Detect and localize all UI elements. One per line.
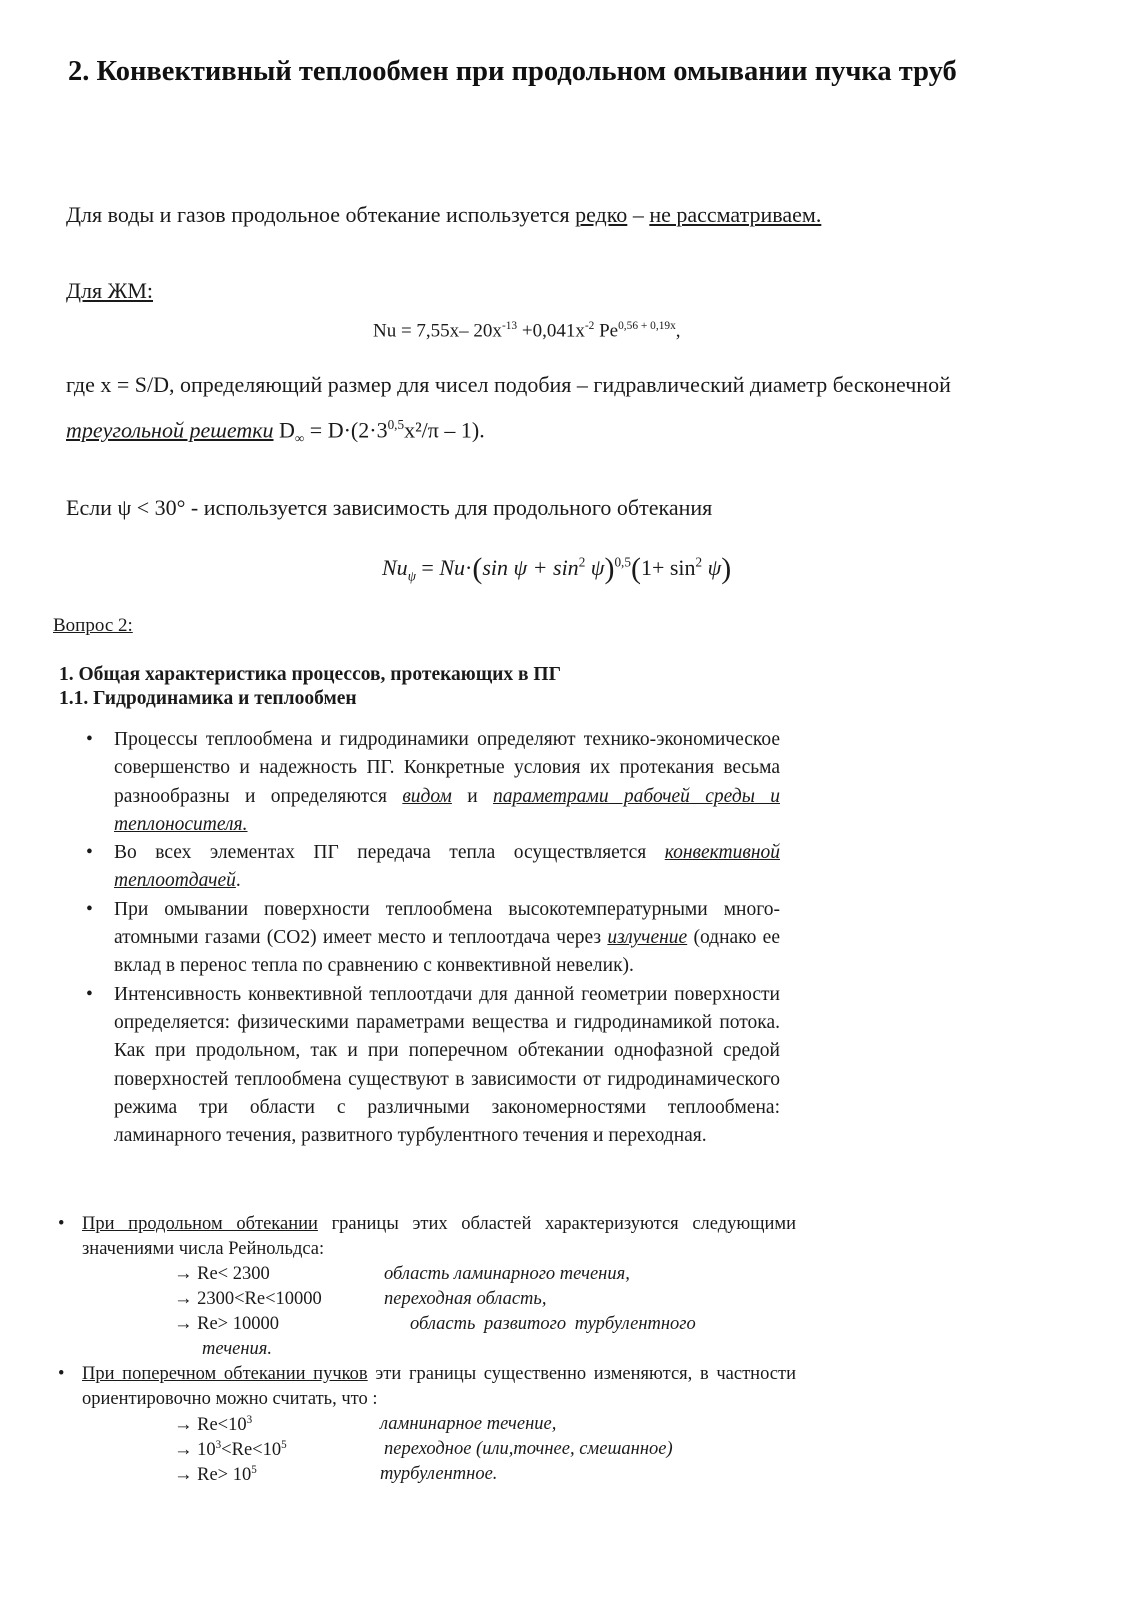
regime-description-cont: течения. [202,1339,273,1359]
definition-line-2 [66,417,485,447]
list-item [86,726,780,839]
bullet-list [86,726,780,1150]
regime-condition [174,1414,252,1436]
list-item-text: и [451,785,493,807]
formula-exponent: 2 [695,554,703,570]
formula-part: , [675,320,681,342]
emphasis-text: конвективной теплоотдачей [114,842,780,892]
regime-description: переходная область, [384,1289,547,1309]
condition-part: → Re<10 [174,1415,247,1436]
formula-part: D [273,417,295,443]
condition-exponent: 5 [281,1439,287,1451]
formula-part: ψ [702,555,722,580]
formula-part: = D·(2·3 [304,417,388,443]
regime-condition [174,1439,287,1461]
formula-part: ψ [585,555,605,580]
question-label: Вопрос 2: [53,615,133,636]
formula-part: = [415,555,440,580]
formula-exponent: -2 [584,320,595,332]
bullet-icon: • [58,1214,65,1234]
regime-condition [174,1464,257,1486]
underlined-lead: При поперечном обтекании пучков [82,1364,368,1384]
formula-part: Nu = 7,55x– 20x [373,320,502,342]
list-item-text: эти границы существенно изменяются, в частности ориентировочно можно считать, что : [82,1364,796,1409]
subsection-heading: 1.1. Гидродинамика и теплообмен [59,688,357,709]
page-title: 2. Конвективный теплообмен при продольном омывании пучка труб [68,56,957,87]
list-item-text: При омывании поверхности теплообмена высокотемпературными много-атомными газами (СО2) имеет место и теплоотдача через [114,898,780,949]
list-item-text: Процессы теплообмена и гидродинамики определяют технико-экономическое совершенство и надежность ПГ. Конкретные условия их протекания весьма разнообразны и определяются [114,729,780,807]
emphasis-text: излучение [607,927,688,949]
condition-exponent: 5 [251,1464,257,1476]
formula-exponent: 0,5 [614,554,631,570]
formula-part: · [465,555,473,580]
list-item-text: (однако ее вклад в перенос тепла по сравнению с конвективной невелик). [114,927,780,977]
regime-description: ламнинарное течение, [380,1414,557,1434]
list-item-text: Во всех элементах ПГ передача тепла осуществляется [114,842,665,864]
angle-condition-line: Если ψ < 30° - используется зависимость для продольного обтекания [66,495,713,520]
bullet-icon: • [86,983,93,1005]
intro-text: Для воды и газов продольное обтекание используется [66,202,576,227]
regime-condition: → 2300<Re<10000 [174,1289,322,1309]
formula-part: +0,041x [517,320,585,342]
formula-part: x²/π – 1). [404,417,485,443]
condition-part: <Re<10 [221,1440,282,1461]
list-item-text: Интенсивность конвективной теплоотдачи для данной геометрии поверхности определяется: физическими параметрами вещества и гидродинамикой потока. Как при продольном, так и при поперечном обтекании однофазной средой поверхностей теплообмена существуют в зависимости от гидродинамического режима три области с различными закономерностями теплообмена: ламинарного течения, развитного турбулентного течения и переходная. [114,983,780,1147]
regime-description: область ламинарного течения, [384,1264,630,1284]
underlined-lead: При продольном обтекании [82,1214,318,1234]
formula-part: Nu [439,555,465,580]
list-item [86,981,780,1151]
formula-exponent: -13 [501,320,518,332]
condition-exponent: 3 [246,1414,253,1426]
bullet-icon: • [86,729,93,750]
condition-exponent: 3 [215,1439,222,1451]
regime-condition: → Re< 2300 [174,1264,270,1284]
formula-subscript: ∞ [294,430,305,446]
emphasis-text: параметрами рабочей среды и теплоносителя. [114,785,780,835]
paren: ) [721,552,732,585]
regime-description: область развитого турбулентного [410,1314,696,1334]
regime-description: турбулентное. [380,1464,498,1484]
condition-part: → Re> 10 [174,1465,252,1486]
section-heading: 1. Общая характеристика процессов, протекающих в ПГ [59,664,561,685]
bullet-icon: • [86,842,93,864]
list-item [86,896,780,981]
paren: ( [472,552,483,585]
paren: ( [630,552,641,585]
formula-exponent: 0,56 + 0,19x [618,320,676,332]
formula-part: Nu [382,555,408,580]
regime-description: переходное (или,точнее, смешанное) [384,1439,673,1459]
paren: ) [604,552,615,585]
list-item [86,839,780,896]
transverse-flow-item [52,1362,796,1412]
formula-exponent: 0,5 [387,417,405,432]
formula-part: sin ψ + sin [482,555,579,580]
dash: – [627,202,650,227]
liquid-metal-label: Для ЖМ: [66,278,153,303]
list-item-text: границы этих областей характеризуются следующими значениями числа Рейнольдса: [82,1214,796,1259]
emphasis-text: видом [402,785,452,807]
triangular-lattice-link: треугольной решетки [66,417,274,443]
definition-line-1: где x = S/D, определяющий размер для чисел подобия – гидравлический диаметр бесконечной [66,372,951,397]
not-considered-text: не рассматриваем. [649,202,822,227]
rare-word: редко [575,202,628,227]
formula-exponent: 2 [578,554,586,570]
angle-correction-formula [382,552,731,586]
bullet-icon: • [58,1364,65,1384]
bullet-icon: • [86,898,93,920]
nusselt-formula [373,320,681,342]
formula-subscript: ψ [407,568,416,584]
formula-part: 1+ sin [640,555,696,580]
intro-paragraph [66,202,821,228]
formula-part: Pe [594,320,619,342]
regime-condition: → Re> 10000 [174,1314,279,1334]
longitudinal-flow-item [52,1212,796,1262]
condition-part: → 10 [174,1440,216,1461]
list-item-text: . [235,870,241,892]
